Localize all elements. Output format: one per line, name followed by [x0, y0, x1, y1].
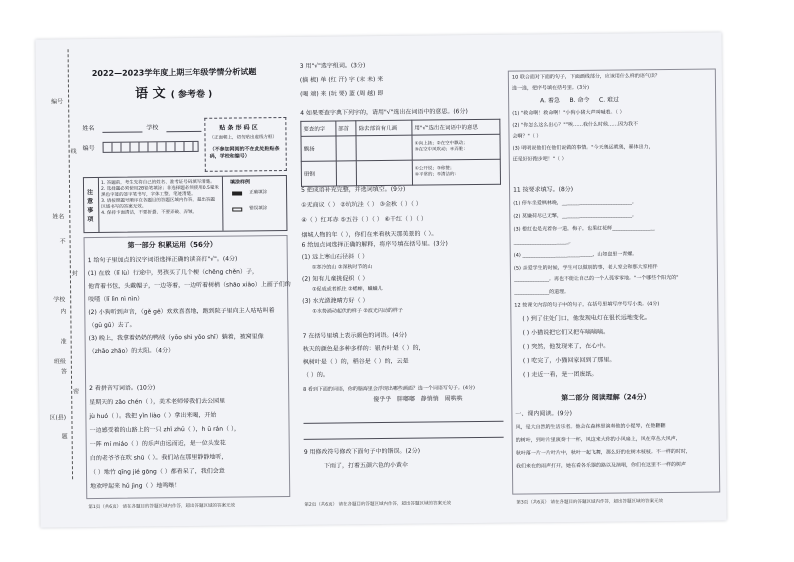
notes-box	[83, 175, 288, 233]
q9-sentence: 下雨了，打着五颜六色的小黄伞	[323, 461, 408, 470]
part2-title: 第二部分 阅读理解（24分）	[561, 393, 651, 403]
q4-sense: ①公开说；③称赞；	[414, 166, 455, 172]
q10-item: (1) "救命啊！救命啊！"小狗小猪大声叫喊着。（ ）	[512, 109, 625, 117]
q11-item: ______________________。	[513, 238, 574, 246]
q7-line: 枫树叶是（ ）的，稻谷是（ ）的，云是	[302, 357, 409, 366]
q10-choice: B. 命令	[569, 96, 590, 105]
q10-item: 会啊？"（ ）	[512, 133, 542, 140]
q4-answer-cell[interactable]	[356, 160, 412, 186]
gutter-label: 题	[61, 433, 68, 441]
q10-item: (3) 明明说他们在他们说做的事情。"今天奥运就奥，暴体出力，	[512, 144, 654, 152]
name-label: 姓名	[82, 124, 95, 133]
q1-line: 他背着书包，头戴帽子，一边等着，一边听着树梢（shāo xiāo）上画子们的	[88, 280, 291, 291]
q4-word: 册钢	[301, 161, 336, 186]
edition-label: ( 参考卷 )	[170, 89, 213, 101]
page-footer: 第2页（共6页） 请在各题目的答题区域内作答，超出答题区域的答案无效	[304, 501, 452, 508]
fill-correct-label: 正确填涂	[249, 190, 268, 196]
q4-answer-cell[interactable]	[336, 136, 357, 161]
q2-line: 地欢呼起来 hǔ jìng（ ）地鸣啭！	[90, 482, 181, 491]
question-9	[304, 447, 506, 471]
question-5	[301, 185, 504, 240]
q4-answer-cell[interactable]	[336, 161, 357, 186]
passage-line: 的树叶，到叶片里演奏十一杯，风这来大你的小风扇上，风在草丛大风声，	[515, 435, 681, 444]
q5-line: ①无商议（ ） ②坑坑洼（ ） ③金秋（ ）（ ）	[301, 200, 422, 209]
gutter-label: 姓名	[52, 213, 65, 221]
q8-options	[303, 395, 505, 405]
binding-gutter	[35, 39, 84, 527]
q3-row: (摘 梳) 单 (红 汗) 字 (末 未) 来	[299, 75, 384, 84]
q8-option: 傻乎乎	[373, 395, 392, 404]
q5-line: 烟城人物的年（ ），你们在来看秋天那美景的（ ）。	[301, 230, 438, 239]
q1-line: （gū gǔ）去了。	[88, 321, 136, 330]
note-item: 1. 答题前，考生先将自己的姓名、准考证号码填写清楚。	[100, 179, 215, 186]
question-11	[513, 185, 714, 297]
q11-item: (2) 莫嫌荷尽已无擎，____________________________。	[513, 212, 638, 220]
q4-word: 飘扬	[301, 136, 336, 161]
q4-senses	[412, 134, 500, 160]
q12-item: ( ) 到了住处门口，他发现电灯在很长远地变化。	[522, 314, 651, 323]
q2-line: 一边感受着的山路上的一只 zhī zhū（ ），h ū rán（ ），	[89, 425, 240, 435]
q8-option: 静悄悄	[420, 395, 439, 403]
q8-stem: 8 看到下面的词语，你的脑海里会浮现出哪些画面？选一个词语写句子。(4分)	[303, 385, 476, 393]
q5-stem: 5 把成语补充完整，并选词填空。(9分)	[301, 185, 406, 194]
q10-instruction: 选一选，把序号填在括号里。(3分)	[511, 84, 590, 92]
q10-choices	[512, 96, 712, 106]
filled-mark	[232, 191, 242, 195]
q4-header: 要查的字	[301, 121, 336, 136]
gutter-label: 区(县)	[49, 414, 67, 422]
subject-title	[135, 82, 212, 102]
gutter-label: 线	[70, 148, 77, 156]
reading-stem: 一、课内阅读。(9分)	[515, 410, 572, 418]
passage-line: 风，是大自然的生活乐者。他会在森林里演奏他的小提琴，在他翻翻	[515, 423, 666, 431]
q6-item: (3) 水光潋滟晴方好（ ）	[302, 297, 369, 305]
q11-item: ______________的道理。	[514, 289, 570, 296]
page-footer: 第1页（共6页） 请在各题目的答题区域内作答，超出答题区域的答案无效	[88, 503, 236, 511]
exam-title: 2022—2023学年度上期三年级学情分析试题	[91, 67, 257, 79]
q1-stem: 1 给句子里加点的汉字词语选择正确的读音打"√"。(4分)	[87, 255, 238, 265]
fill-wrong-label: 错误填涂	[249, 206, 268, 212]
q4-table	[300, 119, 501, 187]
q2-stem: 2 看拼音写词语。(10分)	[89, 384, 156, 393]
question-7	[303, 331, 505, 380]
subject-name: 语 文	[134, 86, 166, 102]
q8-option: 胖嘟嘟	[396, 395, 416, 403]
gutter-label: 内	[60, 308, 67, 316]
q3-stem: 3 用"√"选字组词。(3分)	[299, 62, 366, 70]
question-12	[514, 301, 715, 380]
answer-line[interactable]	[303, 421, 503, 424]
q1-line: (1) 在放（lǐ lù）行途中，男孩买了几个梗（chěng chěn）子，	[87, 268, 258, 278]
q10-item: (2) "你怎么这么出心？""唉……我什么时候……因为我不	[512, 121, 638, 129]
q4-header: 除去部首有几画	[356, 120, 412, 136]
school-label: 学校	[146, 124, 159, 132]
q10-choice: A. 着急	[540, 97, 560, 105]
gutter-label: 密	[73, 388, 80, 396]
gutter-label: 准	[60, 338, 67, 346]
question-6	[302, 240, 505, 316]
q2-line: 星期天的 zāo chén（ ），美术老师带我们去公园里	[89, 397, 226, 407]
q12-item: ( ) 小猫说把它们又把车嘀嘀嘀。	[522, 328, 610, 337]
barcode-area	[204, 117, 287, 172]
q6-option: ①水势涌动起伏的样子 ②波光闪动的样子	[312, 307, 403, 315]
q4-header: 部首	[335, 121, 356, 136]
page-footer: 第3页（共6页） 请在各题目的答题区域内作答，超出答题区域的答案无效	[516, 499, 664, 506]
q8-option: 闹哄哄	[444, 395, 463, 403]
q2-line: jù huó（ ）。我把 yǐn liào（ ）拿出来喝，开始	[89, 411, 217, 421]
q1-line: (2) 小狗听到声音，（gě gē）欢欢喜喜地，跑到院子里向主人咕咕叫着	[88, 307, 275, 317]
q2-line: 白的老爷爷在吹 shū（ ）。我们站在那里静静地听，	[89, 453, 228, 463]
q4-sense: ③在空中风吹动；④弄脏：	[414, 147, 468, 153]
q4-sense: ④平常的；⑤清洁的：	[414, 172, 460, 178]
wrong-mark	[232, 207, 242, 211]
q1-line: (3) 晚上，我拿着奶奶的鸭绒（yōo shì yōo shī）躺着，被窝里像	[88, 333, 264, 343]
page-1	[79, 37, 294, 527]
q2-line: （ ）地竹 qīng jié gōng（ ）都看呆了，我们会意	[89, 467, 225, 477]
question-10	[512, 73, 713, 164]
part1-title: 第一部分 积累运用（56分）	[127, 240, 217, 250]
question-3	[300, 61, 502, 99]
question-2	[89, 383, 288, 491]
gutter-label: 编号	[51, 98, 64, 106]
q6-item: (1) 远上寒山石径斜（ ）	[301, 253, 369, 261]
passage-line: 秋叶落一片一片叶片中，秋叶一起飞舞，那么好的在树木枝枝。不一样的时时，	[515, 448, 691, 457]
q10-choice: C. 难过	[598, 96, 620, 104]
answer-line[interactable]	[304, 437, 504, 440]
q6-item: (2) 知有儿童挑促织（ ）	[301, 275, 369, 283]
q1-line: （zhāo zhāo）的太阳。（4分）	[88, 347, 175, 356]
q5-line: ④（ ）红耳赤 ⑤五谷（ ）（ ） ⑥千红（ ）（ ）	[301, 215, 427, 224]
note-item: 3. 请按照题号顺序在各题目的答题区域内作答，超出答题区域书写的答案无效。	[101, 197, 215, 210]
barcode-sub: （正面朝上，切勿贴出虚线方框）	[209, 135, 278, 141]
note-item: 4. 保持卡面清洁，不要折叠、不要弄破、弄皱。	[101, 209, 198, 216]
reading-section	[515, 409, 716, 471]
q3-row: (喝 端) 来 (玩 要) 蓝 (周 越) 即	[300, 89, 384, 98]
q2-line: 一阵 mí miáo（ ）的乐声由远而近，是一位头发花	[89, 439, 226, 449]
q12-stem: 12 按课文内容的句子中的句子，在括号里填写序号写小类。(4分)	[514, 301, 660, 309]
barcode-warning: （不参加网阅的不在此处粘贴条码，学校和编号）	[209, 146, 280, 160]
q11-stem: 11 按要求填写。(8分)	[513, 185, 574, 194]
q4-senses	[412, 159, 500, 185]
q1-line: 吱喳（lǐ lìn nì nìn）	[88, 295, 144, 304]
gutter-label: 答	[60, 368, 67, 376]
q7-line: 秋天的颜色是多种多样的：银杏叶是（ ）的，	[302, 344, 425, 353]
q11-item: (1) 停车坐爱枫林晚，____________________________。	[513, 199, 637, 207]
q12-item: ( ) 吃完了，小猫回家回到了那里。	[522, 356, 616, 365]
q11-item: (3) 橙红也是光着你一道，梅子，也果红花鲜_________________	[513, 225, 655, 233]
notes-list	[101, 180, 219, 217]
barcode-title: 贴 条 形 码 区	[219, 124, 258, 132]
page-3	[507, 32, 722, 522]
q7-stem: 7 在括号里填上表示颜色的词语。(4分)	[302, 331, 407, 340]
q12-item: ( ) 突然，他发现来了，在心中。	[522, 342, 610, 351]
q7-line: （ ）的。	[302, 371, 329, 379]
q6-option: ①促成或者抓住 ②蟋蟀，蛐蛐儿	[312, 285, 383, 293]
note-item: 2. 选择题必须使用2B铅笔填涂；非选择题必须使用0.5毫米黑色字迹的签字笔书写，字体工整、笔迹清楚。	[101, 185, 219, 198]
fill-sample-title: 填涂样例	[229, 179, 251, 186]
page-2	[297, 35, 508, 525]
q4-answer-cell[interactable]	[356, 135, 412, 161]
q10-item: 还是好好跑步吧！"（ ）	[512, 156, 567, 163]
q4-header: 用"√"选出在词语中的意思	[412, 119, 500, 135]
q12-item: ( ) 走近一看，是一团废纸。	[522, 370, 598, 379]
gutter-label: 封	[71, 270, 78, 278]
code-boxes[interactable]	[103, 141, 199, 153]
q4-sense: ①向上扬；②在空中飘动；	[414, 141, 468, 147]
question-1	[87, 255, 291, 356]
question-8	[303, 385, 505, 405]
gutter-label: 学校	[53, 296, 66, 304]
q11-item: ______________。再也不能让自己的一个人孤零零地。"一个哪些个阳光的"	[513, 274, 679, 283]
gutter-label: 班级	[53, 358, 66, 366]
gutter-label: 不	[59, 238, 66, 246]
q6-stem: 6 给加点词选择正确的解释，将序号填在括号里。(3分)	[301, 240, 448, 249]
q10-stem: 10 联合面对下面的句子，下面画线部分，应该用什么样的语气读？	[511, 73, 660, 81]
code-label: 编号	[82, 144, 95, 153]
passage-line: 我们来在的雨声打开，她在看各乐器的路以及演唱，你们在这里不一样的树声	[515, 461, 686, 470]
q11-item: (5) 亲爱学生的时候，学生可以做别的事，老人家会和那大家相伴	[513, 264, 658, 272]
q6-option: ①寒冷的山 ②深秋时节的山	[311, 264, 373, 271]
q11-item: (4) ____________________________，山如盘里一青螺。	[513, 251, 638, 259]
q9-stem: 9 用修改符号修改下面句子中的错误。(2分)	[303, 447, 421, 456]
q4-stem: 4 如果要查字典下列字的，请用"√"选出在词语中的意思。(6分)	[300, 108, 468, 117]
notes-title: 注意事项	[87, 189, 94, 224]
exam-sheet	[35, 32, 726, 527]
